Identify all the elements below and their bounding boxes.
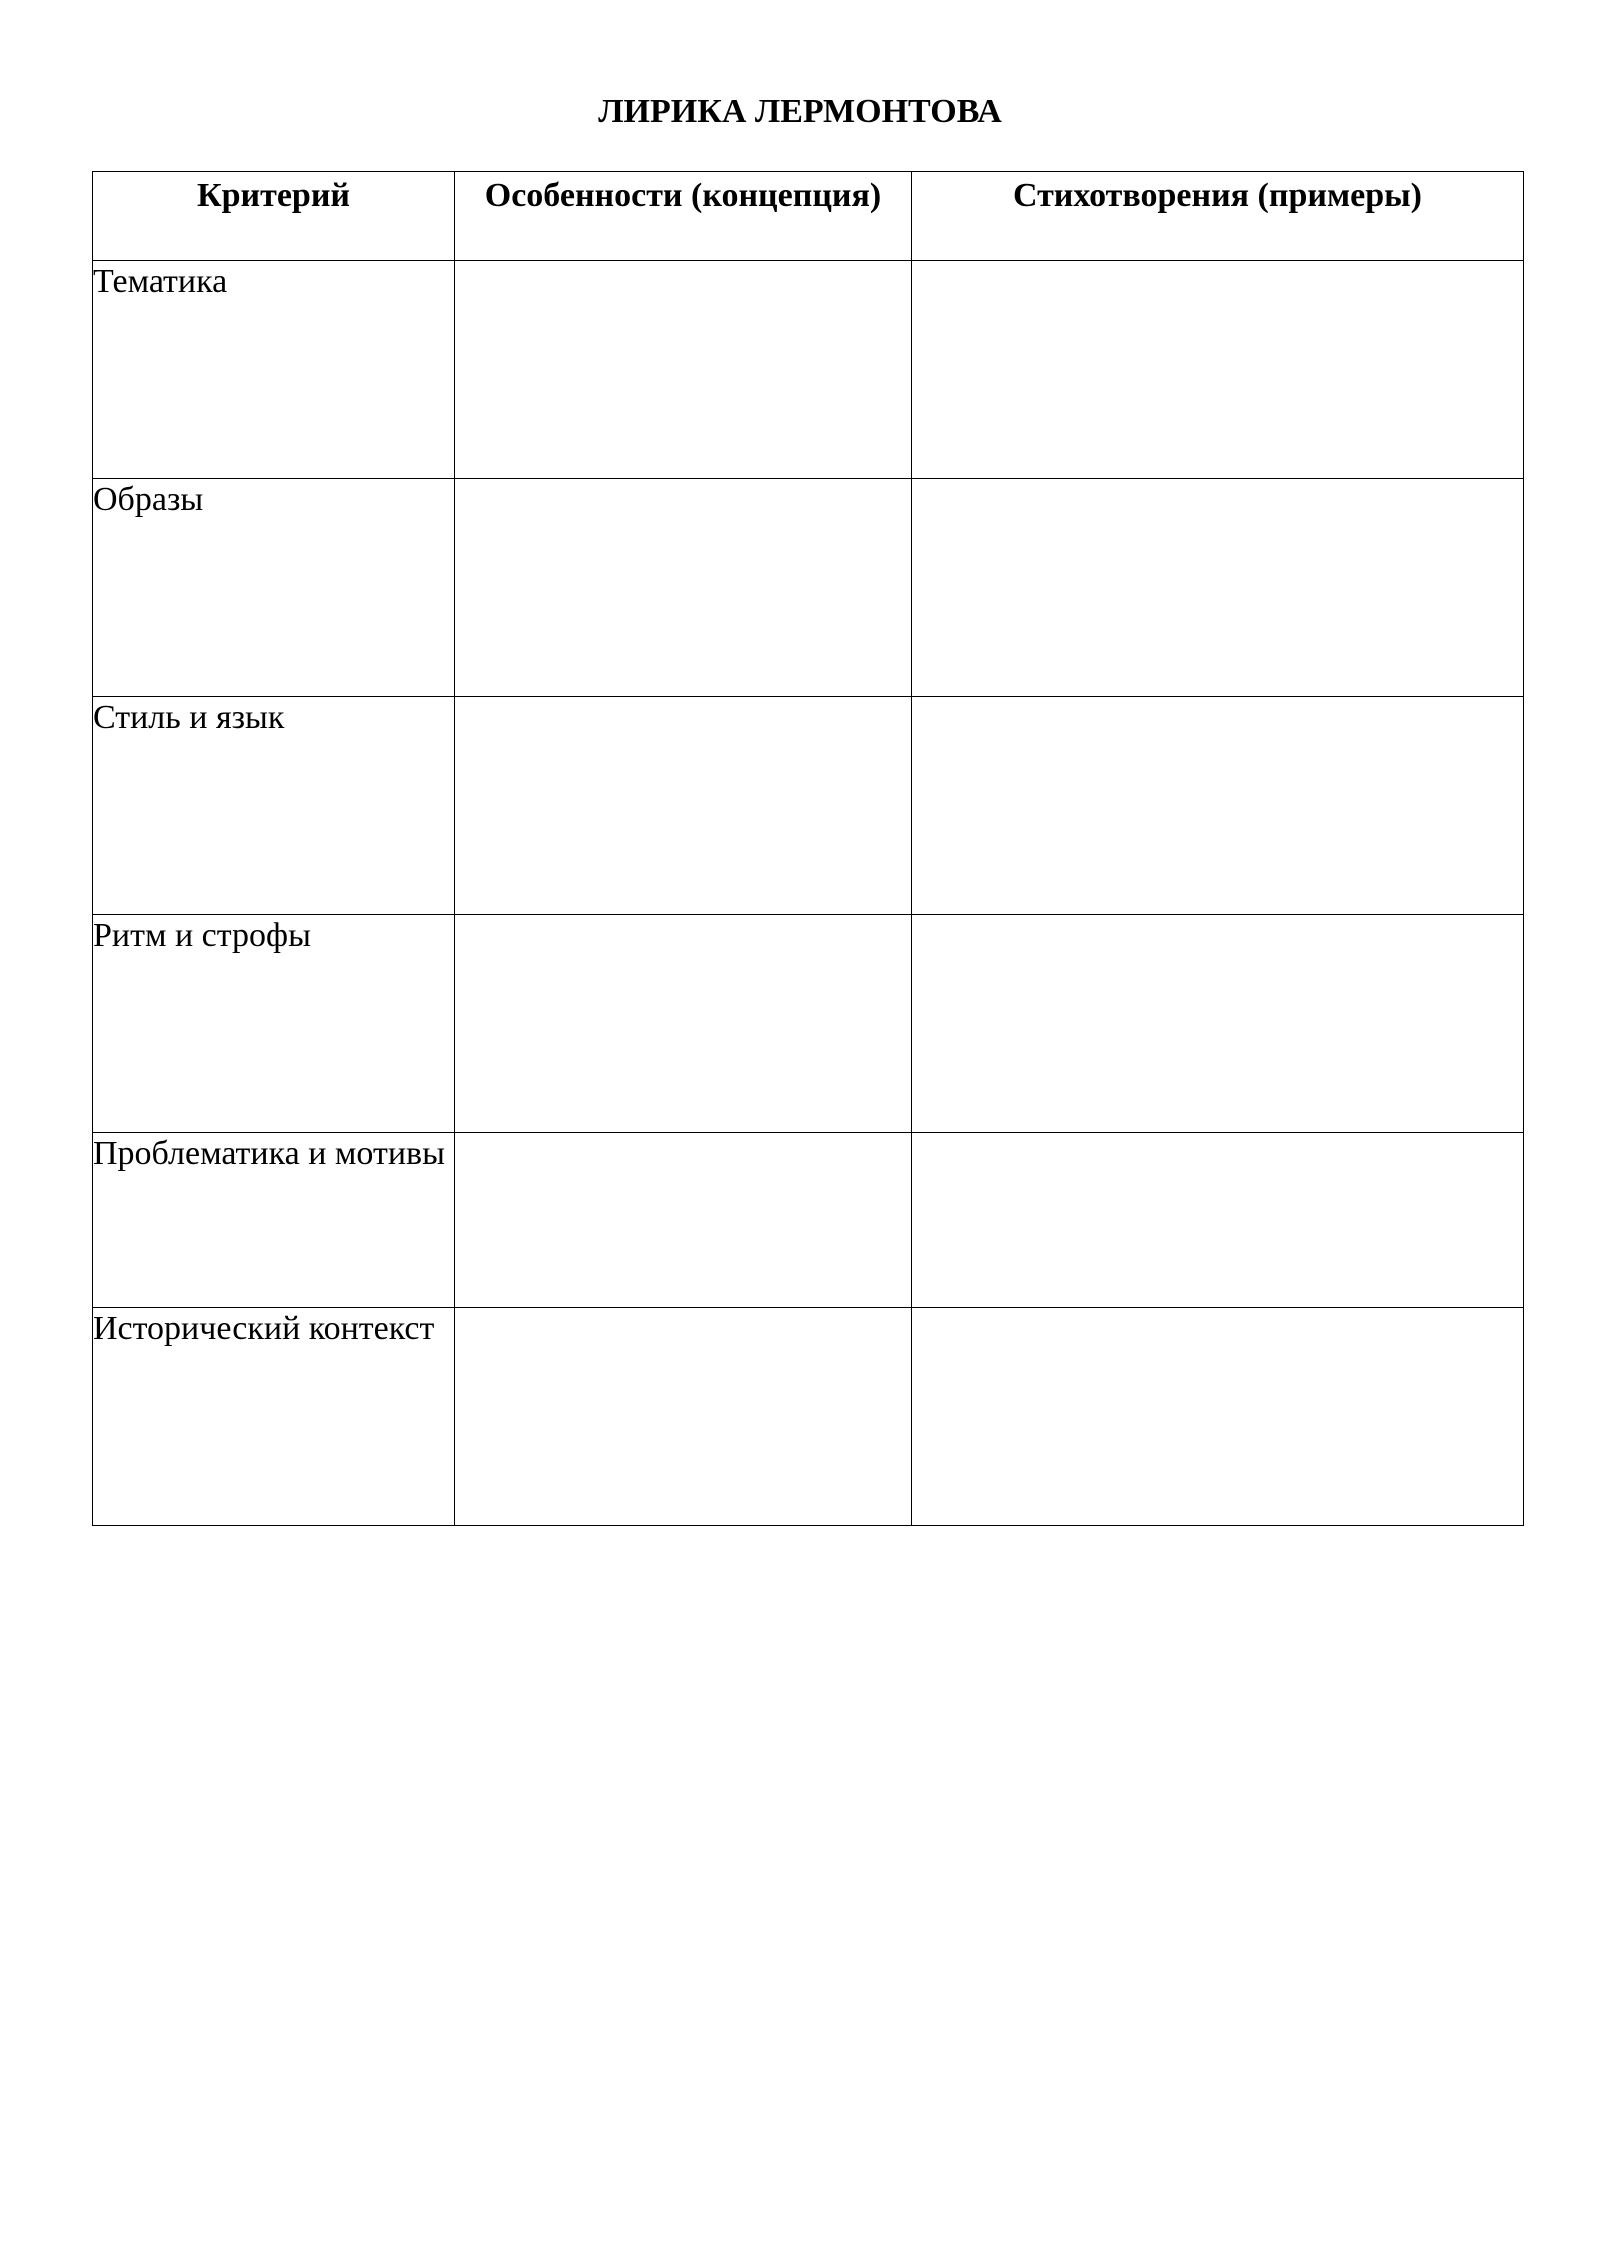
examples-cell[interactable]: [912, 1133, 1524, 1308]
column-header-examples: Стихотворения (примеры): [912, 172, 1524, 261]
examples-cell[interactable]: [912, 915, 1524, 1133]
features-cell[interactable]: [455, 915, 912, 1133]
table-row: [93, 1133, 1524, 1308]
examples-cell[interactable]: [912, 479, 1524, 697]
features-cell[interactable]: [455, 479, 912, 697]
criterion-cell: Стиль и язык: [93, 697, 455, 915]
features-cell[interactable]: [455, 1308, 912, 1526]
column-header-features: Особенности (концепция): [455, 172, 912, 261]
column-header-criterion: Критерий: [93, 172, 455, 261]
examples-cell[interactable]: [912, 261, 1524, 479]
features-cell[interactable]: [455, 261, 912, 479]
table-row: [93, 1308, 1524, 1526]
table-row: [93, 261, 1524, 479]
criterion-cell: Ритм и строфы: [93, 915, 455, 1133]
criterion-cell: Проблематика и мотивы: [93, 1133, 455, 1308]
features-cell[interactable]: [455, 697, 912, 915]
examples-cell[interactable]: [912, 1308, 1524, 1526]
criterion-cell: Тематика: [93, 261, 455, 479]
criterion-cell: Исторический контекст: [93, 1308, 455, 1526]
features-cell[interactable]: [455, 1133, 912, 1308]
examples-cell[interactable]: [912, 697, 1524, 915]
criterion-cell: Образы: [93, 479, 455, 697]
lyrics-analysis-table: [92, 171, 1524, 1526]
table-row: [93, 479, 1524, 697]
table-row: [93, 915, 1524, 1133]
page-title: ЛИРИКА ЛЕРМОНТОВА: [598, 93, 1002, 130]
table-row: [93, 697, 1524, 915]
table-header-row: [93, 172, 1524, 261]
